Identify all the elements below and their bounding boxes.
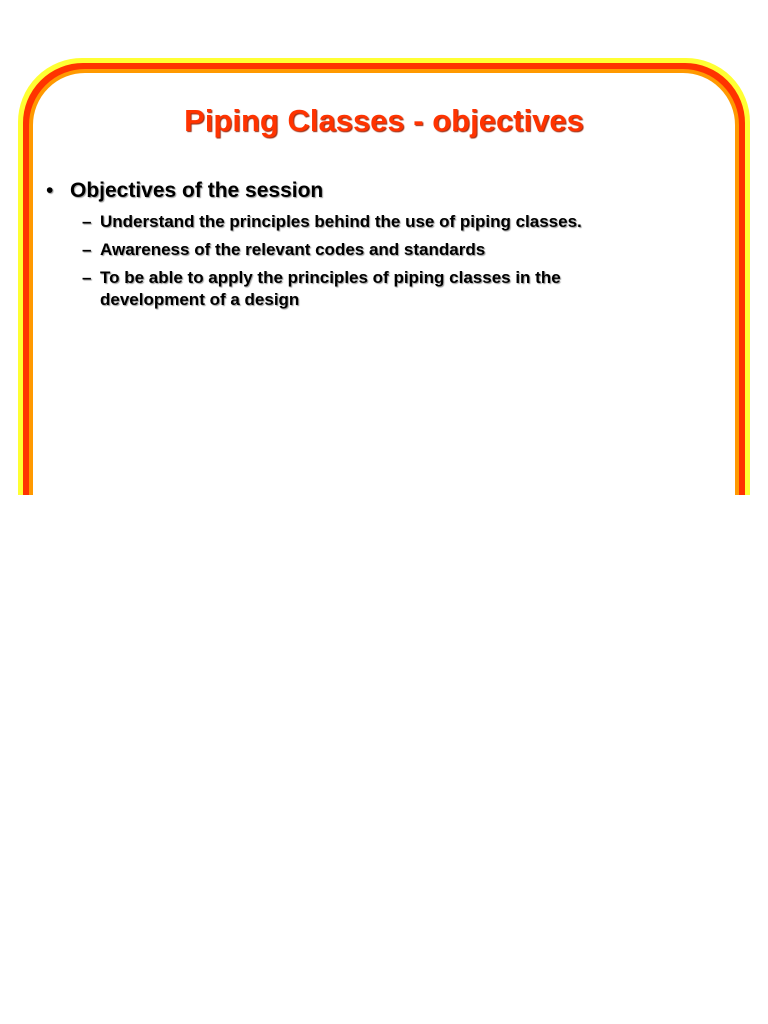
slide	[0, 0, 768, 495]
slide-content	[46, 179, 686, 317]
sub-bullet-marker: –	[82, 212, 92, 231]
sub-bullet-marker: –	[82, 268, 92, 287]
sub-bullet-item	[82, 211, 662, 233]
sub-bullet-text: Understand the principles behind the use of piping classes.	[100, 212, 582, 231]
bullet-item	[46, 179, 686, 203]
sub-bullet-item	[82, 239, 662, 261]
slide-title: Piping Classes - objectives	[184, 103, 584, 138]
bullet-text: Objectives of the session	[70, 179, 324, 202]
bullet-marker: •	[46, 179, 54, 202]
sub-bullet-list	[46, 211, 686, 311]
sub-bullet-item	[82, 267, 662, 311]
sub-bullet-marker: –	[82, 240, 92, 259]
sub-bullet-text: Awareness of the relevant codes and standards	[100, 240, 486, 259]
sub-bullet-text: To be able to apply the principles of piping classes in the development of a design	[100, 268, 561, 309]
